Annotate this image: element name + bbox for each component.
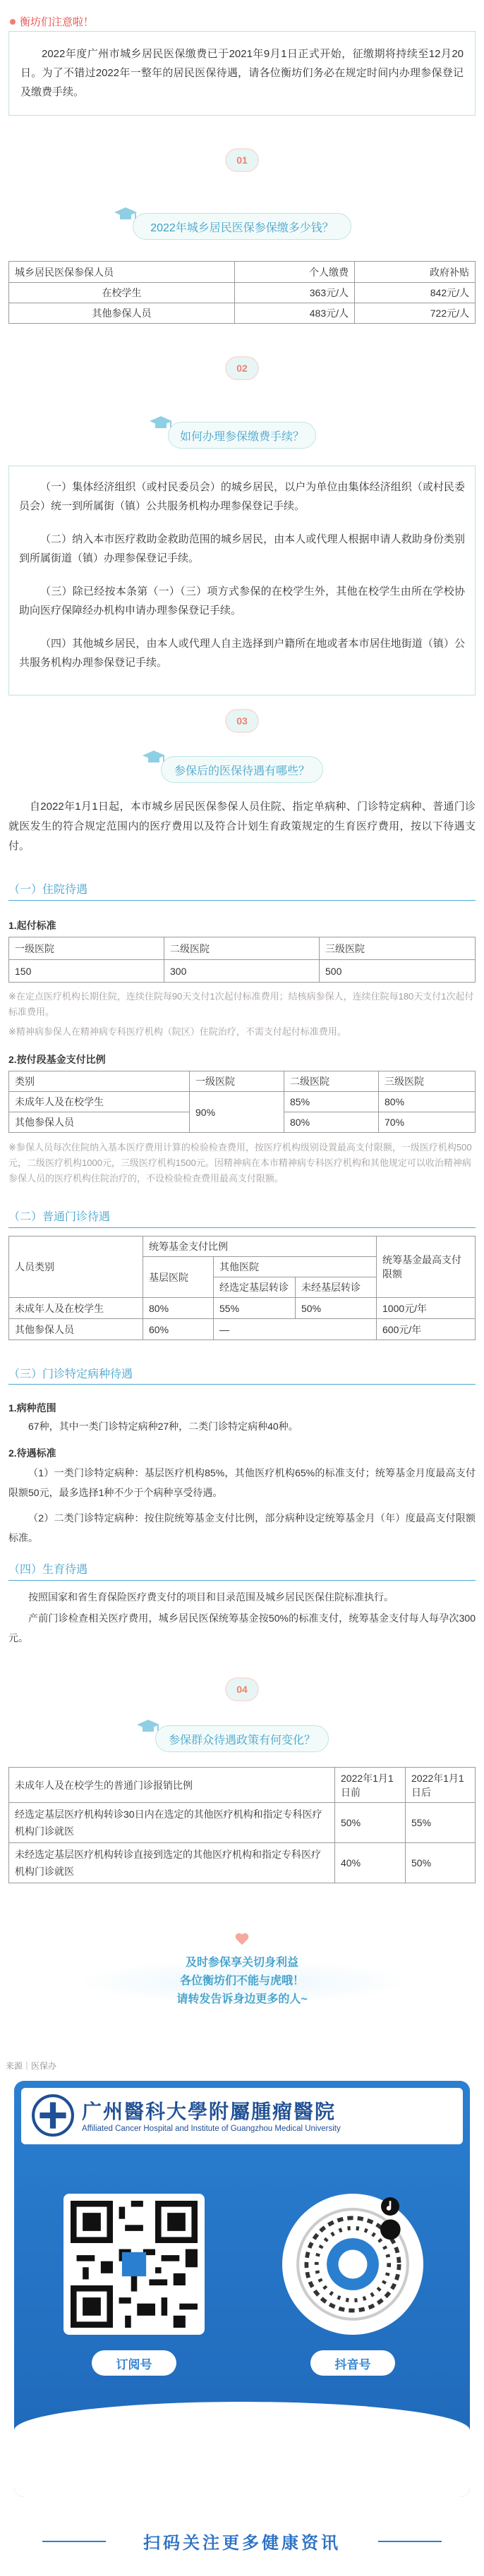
table-header: 人员类别 xyxy=(9,1237,143,1298)
table-cell: 50% xyxy=(406,1843,476,1883)
table-header: 2022年1月1日前 xyxy=(335,1768,406,1803)
slogan-text xyxy=(155,1954,329,2009)
inpatient-note1: ※在定点医疗机构长期住院，连续住院每90天支付1次起付标准费用；结核病参保人，连续住院每180天支付1次起付标准费用。 xyxy=(8,991,474,1017)
qr-code-round-icon xyxy=(295,2206,411,2322)
maternity-text2: 产前门诊检查相关医疗费用，城乡居民医保统筹基金按50%的标准支付，统筹基金支付每人每孕次300元。 xyxy=(8,1612,476,1644)
table-cell: 未经选定基层医疗机构转诊直接到选定的其他医疗机构和指定专科医疗机构门诊就医 xyxy=(9,1843,335,1883)
section-number-04: 04 xyxy=(225,1677,259,1701)
table-row xyxy=(9,303,476,324)
footer-line-left xyxy=(42,2541,106,2542)
section-title-01: 2022年城乡居民医保参保缴多少钱？ xyxy=(133,213,351,240)
white-wave xyxy=(14,2402,470,2497)
music-note-icon xyxy=(381,2197,399,2216)
outpatient-heading: （二）普通门诊待遇 xyxy=(8,1211,111,1223)
table-header: 其他医院 xyxy=(214,1257,377,1277)
table-cell: 50% xyxy=(296,1298,377,1319)
inpatient-sub2: 2.按付段基金支付比例 xyxy=(8,1054,106,1065)
table-row xyxy=(9,1768,476,1803)
table-row xyxy=(9,1092,476,1112)
table-cell: 其他参保人员 xyxy=(9,1319,143,1340)
qr-right-label[interactable]: 抖音号 xyxy=(310,2350,395,2376)
procedure-card xyxy=(8,466,476,695)
table-header: 未经基层转诊 xyxy=(296,1277,377,1298)
slogan-line: 各位衡坊们不能与虎哦！ xyxy=(179,1975,304,1987)
source-line: 来源｜医保办 xyxy=(6,2061,57,2071)
table-row xyxy=(9,1298,476,1319)
dot-icon xyxy=(10,19,16,25)
table-cell: 600元/年 xyxy=(377,1319,476,1340)
hospital-name-en: Affiliated Cancer Hospital and Institute of Guangzhou Medical University xyxy=(82,2125,341,2133)
table-row xyxy=(9,1803,476,1843)
table-cell: 300 xyxy=(164,960,320,983)
special-sub1: 1.病种范围 xyxy=(8,1402,56,1414)
inpatient-note2: ※精神病参保人在精神病专科医疗机构（院区）住院治疗，不需支付起付标准费用。 xyxy=(8,1026,346,1037)
table-header: 二级医院 xyxy=(164,937,320,960)
table-row xyxy=(9,1319,476,1340)
procedure-item: （四）其他城乡居民，由本人或代理人自主选择到户籍所在地或者本市居住地街道（镇）公共服务机构办理参保登记手续。 xyxy=(19,638,465,669)
tagline-text: 衡坊们注意啦！ xyxy=(20,16,95,28)
table-cell: 50% xyxy=(335,1803,406,1843)
special-text3: （2）二类门诊特定病种：按住院统筹基金支付比例，部分病种设定统筹基金月（年）度最高支付限额标准。 xyxy=(8,1512,476,1543)
table-cell: 90% xyxy=(190,1092,284,1133)
table-cell: 722元/人 xyxy=(355,303,476,324)
section-number-03: 03 xyxy=(225,709,259,733)
table-row xyxy=(9,262,476,283)
table-cell: 在校学生 xyxy=(9,283,235,303)
table-header: 2022年1月1日后 xyxy=(406,1768,476,1803)
table-header: 政府补贴 xyxy=(355,262,476,283)
table-header: 未成年人及在校学生的普通门诊报销比例 xyxy=(9,1768,335,1803)
table-cell: 483元/人 xyxy=(235,303,355,324)
table-header: 三级医院 xyxy=(320,937,476,960)
table-header: 三级医院 xyxy=(379,1071,476,1092)
divider xyxy=(8,900,476,901)
intro-card xyxy=(8,31,476,116)
table-row xyxy=(9,1071,476,1092)
table-cell: 80% xyxy=(284,1112,379,1133)
table-cell: 55% xyxy=(214,1298,296,1319)
fee-table-wrap xyxy=(0,261,484,324)
table-cell: 40% xyxy=(335,1843,406,1883)
footer-line-right xyxy=(378,2541,442,2542)
table-cell: 其他参保人员 xyxy=(9,303,235,324)
qr-left[interactable] xyxy=(63,2194,205,2335)
procedure-item: （一）集体经济组织（或村民委员会）的城乡居民，以户为单位由集体经济组织（或村民委员会）统一到所属街（镇）公共服务机构办理参保登记手续。 xyxy=(19,481,465,512)
inpatient-sub1: 1.起付标准 xyxy=(8,920,56,931)
table-header: 城乡居民医保参保人员 xyxy=(9,262,235,283)
slogan-block xyxy=(0,1954,484,2039)
table-cell: 未成年人及在校学生 xyxy=(9,1092,190,1112)
table-cell: 70% xyxy=(379,1112,476,1133)
table-row xyxy=(9,1237,476,1257)
slogan-line: 及时参保享关切身利益 xyxy=(185,1957,298,1969)
deductible-table xyxy=(8,937,476,983)
footer-text: 扫码关注更多健康资讯 xyxy=(143,2534,341,2553)
changes-table xyxy=(8,1767,476,1883)
hospital-logo-icon xyxy=(31,2094,75,2137)
table-cell: 363元/人 xyxy=(235,283,355,303)
table-row xyxy=(9,1843,476,1883)
divider xyxy=(8,1384,476,1385)
section-title-03: 参保后的医保待遇有哪些？ xyxy=(161,756,323,783)
table-cell: 1000元/年 xyxy=(377,1298,476,1319)
table-cell: 60% xyxy=(143,1319,214,1340)
procedure-item: （三）除已经按本条第（一）（三）项方式参保的在校学生外，其他在校学生由所在学校协助向医疗保障经办机构申请办理参保登记手续。 xyxy=(19,585,465,616)
maternity-text1: 按照国家和省生育保险医疗费支付的项目和目录范围及城乡居民医保住院标准执行。 xyxy=(28,1591,394,1603)
table-header: 一级医院 xyxy=(9,937,164,960)
table-cell: — xyxy=(214,1319,377,1340)
table-header: 类别 xyxy=(9,1071,190,1092)
table-cell: 842元/人 xyxy=(355,283,476,303)
table-header: 个人缴费 xyxy=(235,262,355,283)
special-text1: 67种，其中一类门诊特定病种27种，二类门诊特定病种40种。 xyxy=(28,1421,298,1432)
hospital-card xyxy=(14,2081,470,2497)
divider xyxy=(8,1227,476,1228)
table-cell: 85% xyxy=(284,1092,379,1112)
table-row xyxy=(9,283,476,303)
inpatient-heading: （一）住院待遇 xyxy=(8,884,88,896)
table-cell: 80% xyxy=(143,1298,214,1319)
table-cell: 经选定基层医疗机构转诊30日内在选定的其他医疗机构和指定专科医疗机构门诊就医 xyxy=(9,1803,335,1843)
special-sub2: 2.待遇标准 xyxy=(8,1447,56,1459)
table-row xyxy=(9,960,476,983)
procedure-item: （二）纳入本市医疗救助金救助范围的城乡居民，由本人或代理人根据申请人救助身份类别到所属街道（镇）办理参保登记手续。 xyxy=(19,533,465,564)
table-cell: 未成年人及在校学生 xyxy=(9,1298,143,1319)
section-number-01: 01 xyxy=(225,148,259,172)
qr-left-label[interactable]: 订阅号 xyxy=(92,2350,176,2376)
heart-icon xyxy=(234,1931,250,1947)
special-text2: （1）一类门诊特定病种：基层医疗机构85%，其他医疗机构65%的标准支付；统筹基金月度最高支付限额50元，最多选择1种不少于个病种享受待遇。 xyxy=(8,1467,476,1498)
intro-text: 2022年度广州市城乡居民医保缴费已于2021年9月1日正式开始，征缴期将持续至12月20日。为了不错过2022年一整年的居民医保待遇，请各位衡坊们务必在规定时间内办理参保登记及缴费手续。 xyxy=(20,48,464,98)
table-header: 二级医院 xyxy=(284,1071,379,1092)
hospital-name-cn: 广州醫科大學附屬腫瘤醫院 xyxy=(82,2100,337,2123)
qr-code-icon xyxy=(71,2201,198,2328)
inpatient-note3: ※参保人员每次住院纳入基本医疗费用计算的检验检查费用，按医疗机构级别设置最高支付限额，一级医疗机构500元，二级医疗机构1000元，三级医疗机构1500元。因精神病在本市精神病专科医疗机构和其他规定可以收治精神病参保人员的医疗机构住院治疗的，不设检验检查费用最高支付限额。 xyxy=(8,1142,472,1184)
table-header: 经选定基层转诊 xyxy=(214,1277,296,1298)
header-tagline xyxy=(10,14,94,29)
ratio-table xyxy=(8,1071,476,1133)
divider xyxy=(8,1580,476,1581)
section-title-02: 如何办理参保缴费手续？ xyxy=(168,422,316,449)
table-cell: 55% xyxy=(406,1803,476,1843)
table-header: 统筹基金最高支付限额 xyxy=(377,1237,476,1298)
special-heading: （三）门诊特定病种待遇 xyxy=(8,1368,133,1380)
table-header: 一级医院 xyxy=(190,1071,284,1092)
table-row xyxy=(9,937,476,960)
outpatient-table xyxy=(8,1236,476,1340)
table-cell: 80% xyxy=(379,1092,476,1112)
table-cell: 150 xyxy=(9,960,164,983)
qr-right[interactable] xyxy=(282,2194,423,2335)
section-title-04: 参保群众待遇政策有何变化？ xyxy=(155,1725,329,1752)
table-header: 统筹基金支付比例 xyxy=(143,1237,377,1257)
benefits-intro: 自2022年1月1日起，本市城乡居民医保参保人员住院、指定单病种、门诊特定病种、普通门诊就医发生的符合规定范围内的医疗费用以及符合计划生育政策规定的生育医疗费用，按以下待遇支付。 xyxy=(8,801,476,852)
table-cell: 其他参保人员 xyxy=(9,1112,190,1133)
section-number-02: 02 xyxy=(225,356,259,380)
table-cell: 500 xyxy=(320,960,476,983)
fee-table xyxy=(8,261,476,324)
maternity-heading: （四）生育待遇 xyxy=(8,1564,88,1576)
table-header: 基层医院 xyxy=(143,1257,214,1298)
slogan-line: 请转发告诉身边更多的人~ xyxy=(176,1993,308,2005)
